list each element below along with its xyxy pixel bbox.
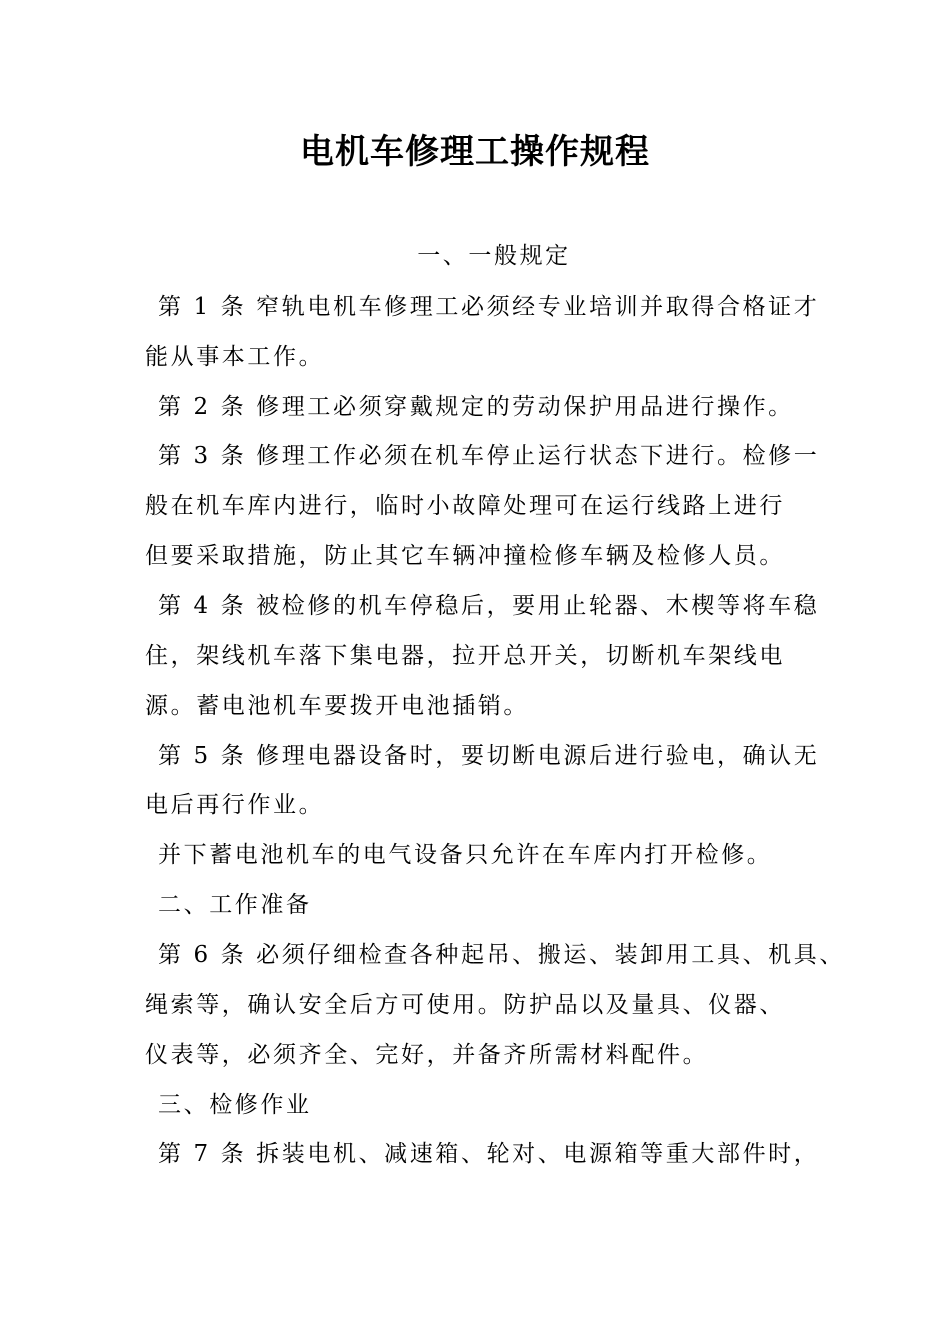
- paragraph-line: 第 6 条 必须仔细检查各种起吊、搬运、装卸用工具、机具、: [158, 942, 845, 968]
- paragraph-line: 第 2 条 修理工必须穿戴规定的劳动保护用品进行操作。: [158, 394, 794, 420]
- paragraph-line: 住，架线机车落下集电器，拉开总开关，切断机车架线电: [145, 643, 785, 669]
- paragraph-line: 第 4 条 被检修的机车停稳后，要用止轮器、木楔等将车稳: [158, 593, 820, 619]
- paragraph-line: 第 5 条 修理电器设备时，要切断电源后进行验电，确认无: [158, 743, 820, 769]
- paragraph-line: 第 3 条 修理工作必须在机车停止运行状态下进行。检修一: [158, 443, 820, 469]
- section-heading-maintenance: 三、检修作业: [158, 1092, 312, 1118]
- paragraph-line: 源。蓄电池机车要拨开电池插销。: [145, 693, 529, 719]
- paragraph-line: 第 1 条 窄轨电机车修理工必须经专业培训并取得合格证才: [158, 294, 820, 320]
- paragraph-line: 电后再行作业。: [145, 792, 325, 818]
- paragraph-line: 第 7 条 拆装电机、减速箱、轮对、电源箱等重大部件时，: [158, 1141, 820, 1167]
- paragraph-line: 能从事本工作。: [145, 344, 325, 370]
- paragraph-line: 仪表等，必须齐全、完好，并备齐所需材料配件。: [145, 1042, 709, 1068]
- paragraph-line: 并下蓄电池机车的电气设备只允许在车库内打开检修。: [158, 842, 773, 868]
- section-heading-general: 一、一般规定: [417, 243, 571, 269]
- document-title: 电机车修理工操作规程: [300, 132, 650, 172]
- paragraph-line: 般在机车库内进行，临时小故障处理可在运行线路上进行: [145, 493, 785, 519]
- paragraph-line: 但要采取措施，防止其它车辆冲撞检修车辆及检修人员。: [145, 543, 785, 569]
- paragraph-line: 绳索等，确认安全后方可使用。防护品以及量具、仪器、: [145, 992, 785, 1018]
- section-heading-preparation: 二、工作准备: [158, 892, 312, 918]
